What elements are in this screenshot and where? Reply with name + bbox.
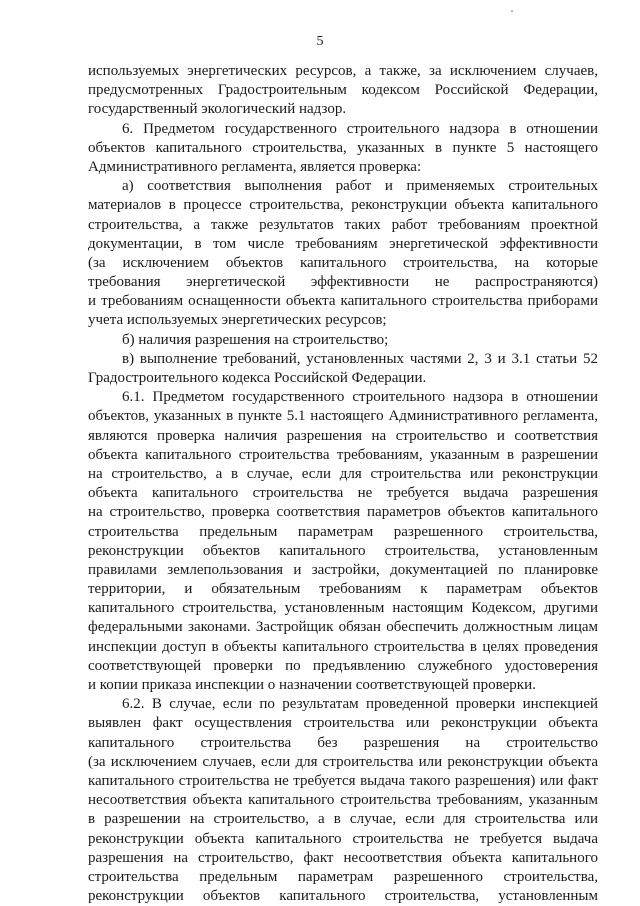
text-line: 6.1. Предметом государственного строительного надзора в отношении [122, 389, 598, 406]
text-line: разрешения на строительство, факт несоответствия объекта капитального [88, 849, 598, 866]
text-line: требования энергетической эффективности не распространяются) [88, 274, 598, 291]
text-line: и требованиям оснащенности объекта капитального строительства приборами [88, 293, 598, 310]
document-body [88, 62, 598, 906]
text-line: реконструкции объектов капитального строительства, установленным [88, 888, 598, 905]
text-line: и копии приказа инспекции о назначении соответствующей проверки. [88, 677, 536, 693]
text-line: 6.2. В случае, если по результатам проведенной проверки инспекцией [122, 696, 598, 713]
text-line: документации, в том числе требованиям энергетической эффективности [88, 235, 598, 252]
text-line: учета используемых энергетических ресурсов; [88, 312, 387, 329]
text-line: капитального строительства без разрешения на строительство [88, 734, 598, 751]
text-line: Административного регламента, является проверка: [88, 158, 422, 175]
text-line: используемых энергетических ресурсов, а также, за исключением случаев, [88, 63, 598, 79]
text-line: (за исключением объектов капитального строительства, на которые [88, 254, 598, 271]
text-line: 6. Предметом государственного строительного надзора в отношении [122, 120, 598, 137]
text-line: территории, и обязательным требованиям к параметрам объектов [88, 581, 598, 598]
text-line: объектов, указанных в пункте 5.1 настоящего Административного регламента, [88, 408, 598, 425]
text-line: б) наличия разрешения на строительство; [122, 331, 389, 348]
text-line: в разрешении на строительство, а в случае, если для строительства или [88, 811, 598, 828]
text-line: строительства предельным параметрам разрешенного строительства, [88, 523, 598, 540]
text-line: объекта капитального строительства не требуется выдача разрешения [88, 485, 598, 502]
text-line: Градостроительного кодекса Российской Федерации. [88, 370, 427, 386]
text-line: строительства предельным параметрам разрешенного строительства, [88, 868, 598, 885]
text-line: реконструкции объекта капитального строительства не требуется выдача [88, 830, 598, 847]
text-line: на строительство, проверка соответствия параметров объектов капитального [88, 504, 598, 521]
text-line: предусмотренных Градостроительным кодексом Российской Федерации, [88, 82, 598, 99]
text-line: материалов в процессе строительства, реконструкции объекта капитального [88, 197, 598, 214]
text-line: инспекции доступ в объекты капитального строительства в целях проведения [88, 638, 598, 655]
text-line: капитального строительства, установленным настоящим Кодексом, другими [88, 600, 598, 617]
text-line: несоответствия объекта капитального строительства требованиям, указанным [88, 792, 598, 809]
text-line: федеральными законами. Застройщик обязан обеспечить должностным лицам [88, 619, 598, 636]
page-number: 5 [316, 34, 324, 49]
text-line: реконструкции объектов капитального строительства, установленным [88, 542, 598, 559]
text-line: а) соответствия выполнения работ и применяемых строительных [122, 178, 598, 195]
text-line: государственный экологический надзор. [88, 101, 347, 118]
text-line: выявлен факт осуществления строительства или реконструкции объекта [88, 715, 598, 732]
text-line: на строительство, а в случае, если для строительства или реконструкции [88, 465, 598, 482]
text-line: являются проверка наличия разрешения на строительство и соответствия [88, 427, 598, 444]
text-line: соответствующей проверки по предъявлению служебного удостоверения [88, 657, 598, 674]
text-line: капитального строительства не требуется выдача такого разрешения) или факт [88, 772, 598, 789]
scan-speck [511, 10, 513, 12]
text-line: правилами землепользования и застройки, документацией по планировке [88, 561, 598, 578]
text-line: строительства, а также результатов таких работ требованиям проектной [88, 216, 598, 233]
text-line: объекта капитального строительства требованиям, указанным в разрешении [88, 446, 598, 463]
text-line: объектов капитального строительства, указанных в пункте 5 настоящего [88, 139, 598, 156]
text-line: в) выполнение требований, установленных частями 2, 3 и 3.1 статьи 52 [122, 350, 598, 367]
text-line: (за исключением случаев, если для строительства или реконструкции объекта [88, 753, 598, 770]
